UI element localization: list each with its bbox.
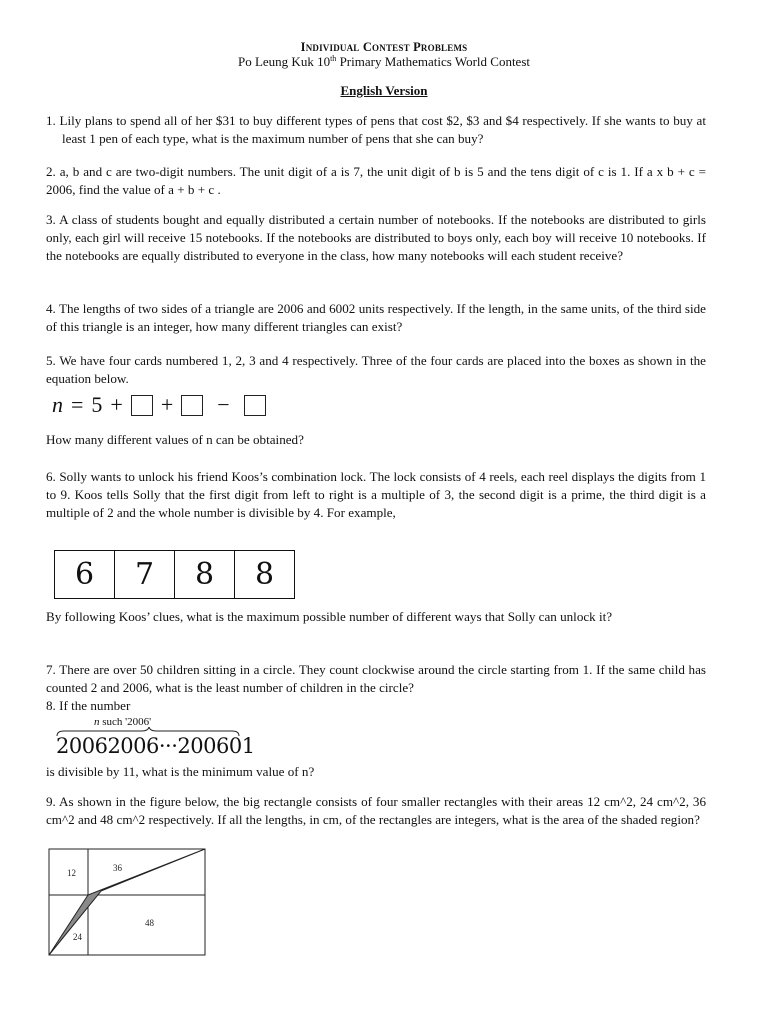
card-box-2 — [181, 395, 203, 416]
question-3: 3. A class of students bought and equally distributed a certain number of notebooks. If the notebooks are distributed to girls only, each girl will receive 15 notebooks. If the notebooks are distributed to boys only, each boy will receive 10 notebooks. If the notebooks are equally distributed to everyone in the class, how many notebooks will each student receive? — [46, 212, 706, 263]
card-box-3 — [244, 395, 266, 416]
area-label-48: 48 — [145, 918, 154, 928]
contest-name: Po Leung Kuk 10th Primary Mathematics World Contest — [237, 54, 530, 69]
question-5: 5. We have four cards numbered 1, 2, 3 and 4 respectively. Three of the four cards are placed into the boxes as shown in the equation below. — [46, 353, 706, 386]
repeated-number: 20062006···200601 — [56, 734, 255, 758]
question-5-followup: How many different values of n can be obtained? — [46, 432, 304, 447]
equation-variable: n — [52, 392, 63, 417]
question-1: 1. Lily plans to spend all of her $31 to buy different types of pens that cost $2, $3 and $4 respectively. If she wants to buy at least 1 pen of each type, what is the maximum number of pens that she can buy? — [46, 113, 706, 146]
equation-constant: 5 — [91, 392, 103, 417]
area-label-12: 12 — [67, 868, 76, 878]
lock-reel-2: 7 — [115, 551, 175, 598]
question-5-equation — [52, 392, 266, 418]
version-heading: English Version — [340, 83, 428, 98]
equation-plus-1: + — [110, 392, 123, 417]
question-7: 7. There are over 50 children sitting in a circle. They count clockwise around the circle starting from 1. If the same child has counted 2 and 2006, what is the least number of children in the circle? — [46, 662, 706, 695]
lock-reel-4: 8 — [254, 557, 275, 592]
brace-label: n such '2006' — [94, 716, 152, 728]
lock-reel-3: 8 — [175, 551, 235, 598]
question-9: 9. As shown in the figure below, the big rectangle consists of four smaller rectangles with their areas 12 cm^2, 24 cm^2, 36 cm^2 and 48 cm^2 respectively. If all the lengths, in cm, of the rectangles are integers, what is the area of the shaded region? — [46, 794, 706, 827]
question-6: 6. Solly wants to unlock his friend Koos’s combination lock. The lock consists of 4 reels, each reel displays the digits from 1 to 9. Koos tells Solly that the first digit from left to right is a multiple of 3, the second digit is a prime, the third digit is a multiple of 2 and the whole number is divisible by 4. For example, — [46, 469, 706, 520]
lock-reel-1: 6 — [55, 551, 115, 598]
question-8: 8. If the number — [46, 698, 131, 713]
question-2: 2. a, b and c are two-digit numbers. The unit digit of a is 7, the unit digit of b is 5 and the tens digit of c is 1. If a x b + c = 2006, find the value of a + b + c . — [46, 164, 706, 197]
area-label-36: 36 — [113, 863, 122, 873]
equation-equals: = — [71, 392, 84, 417]
area-label-24: 24 — [73, 932, 82, 942]
question-8-number-figure — [54, 716, 254, 758]
combination-lock-example — [54, 550, 295, 599]
question-8-followup: is divisible by 11, what is the minimum value of n? — [46, 764, 315, 779]
equation-plus-2: + — [160, 392, 174, 417]
rectangle-figure — [46, 846, 208, 958]
equation-minus: − — [217, 392, 230, 417]
contest-section-title: Individual Contest Problems — [300, 40, 468, 54]
card-box-1 — [131, 395, 153, 416]
question-4: 4. The lengths of two sides of a triangle are 2006 and 6002 units respectively. If the length, in the same units, of the third side of this triangle is an integer, how many different triangles can exist? — [46, 301, 706, 334]
question-6-followup: By following Koos’ clues, what is the maximum possible number of different ways that Solly can unlock it? — [46, 609, 613, 624]
